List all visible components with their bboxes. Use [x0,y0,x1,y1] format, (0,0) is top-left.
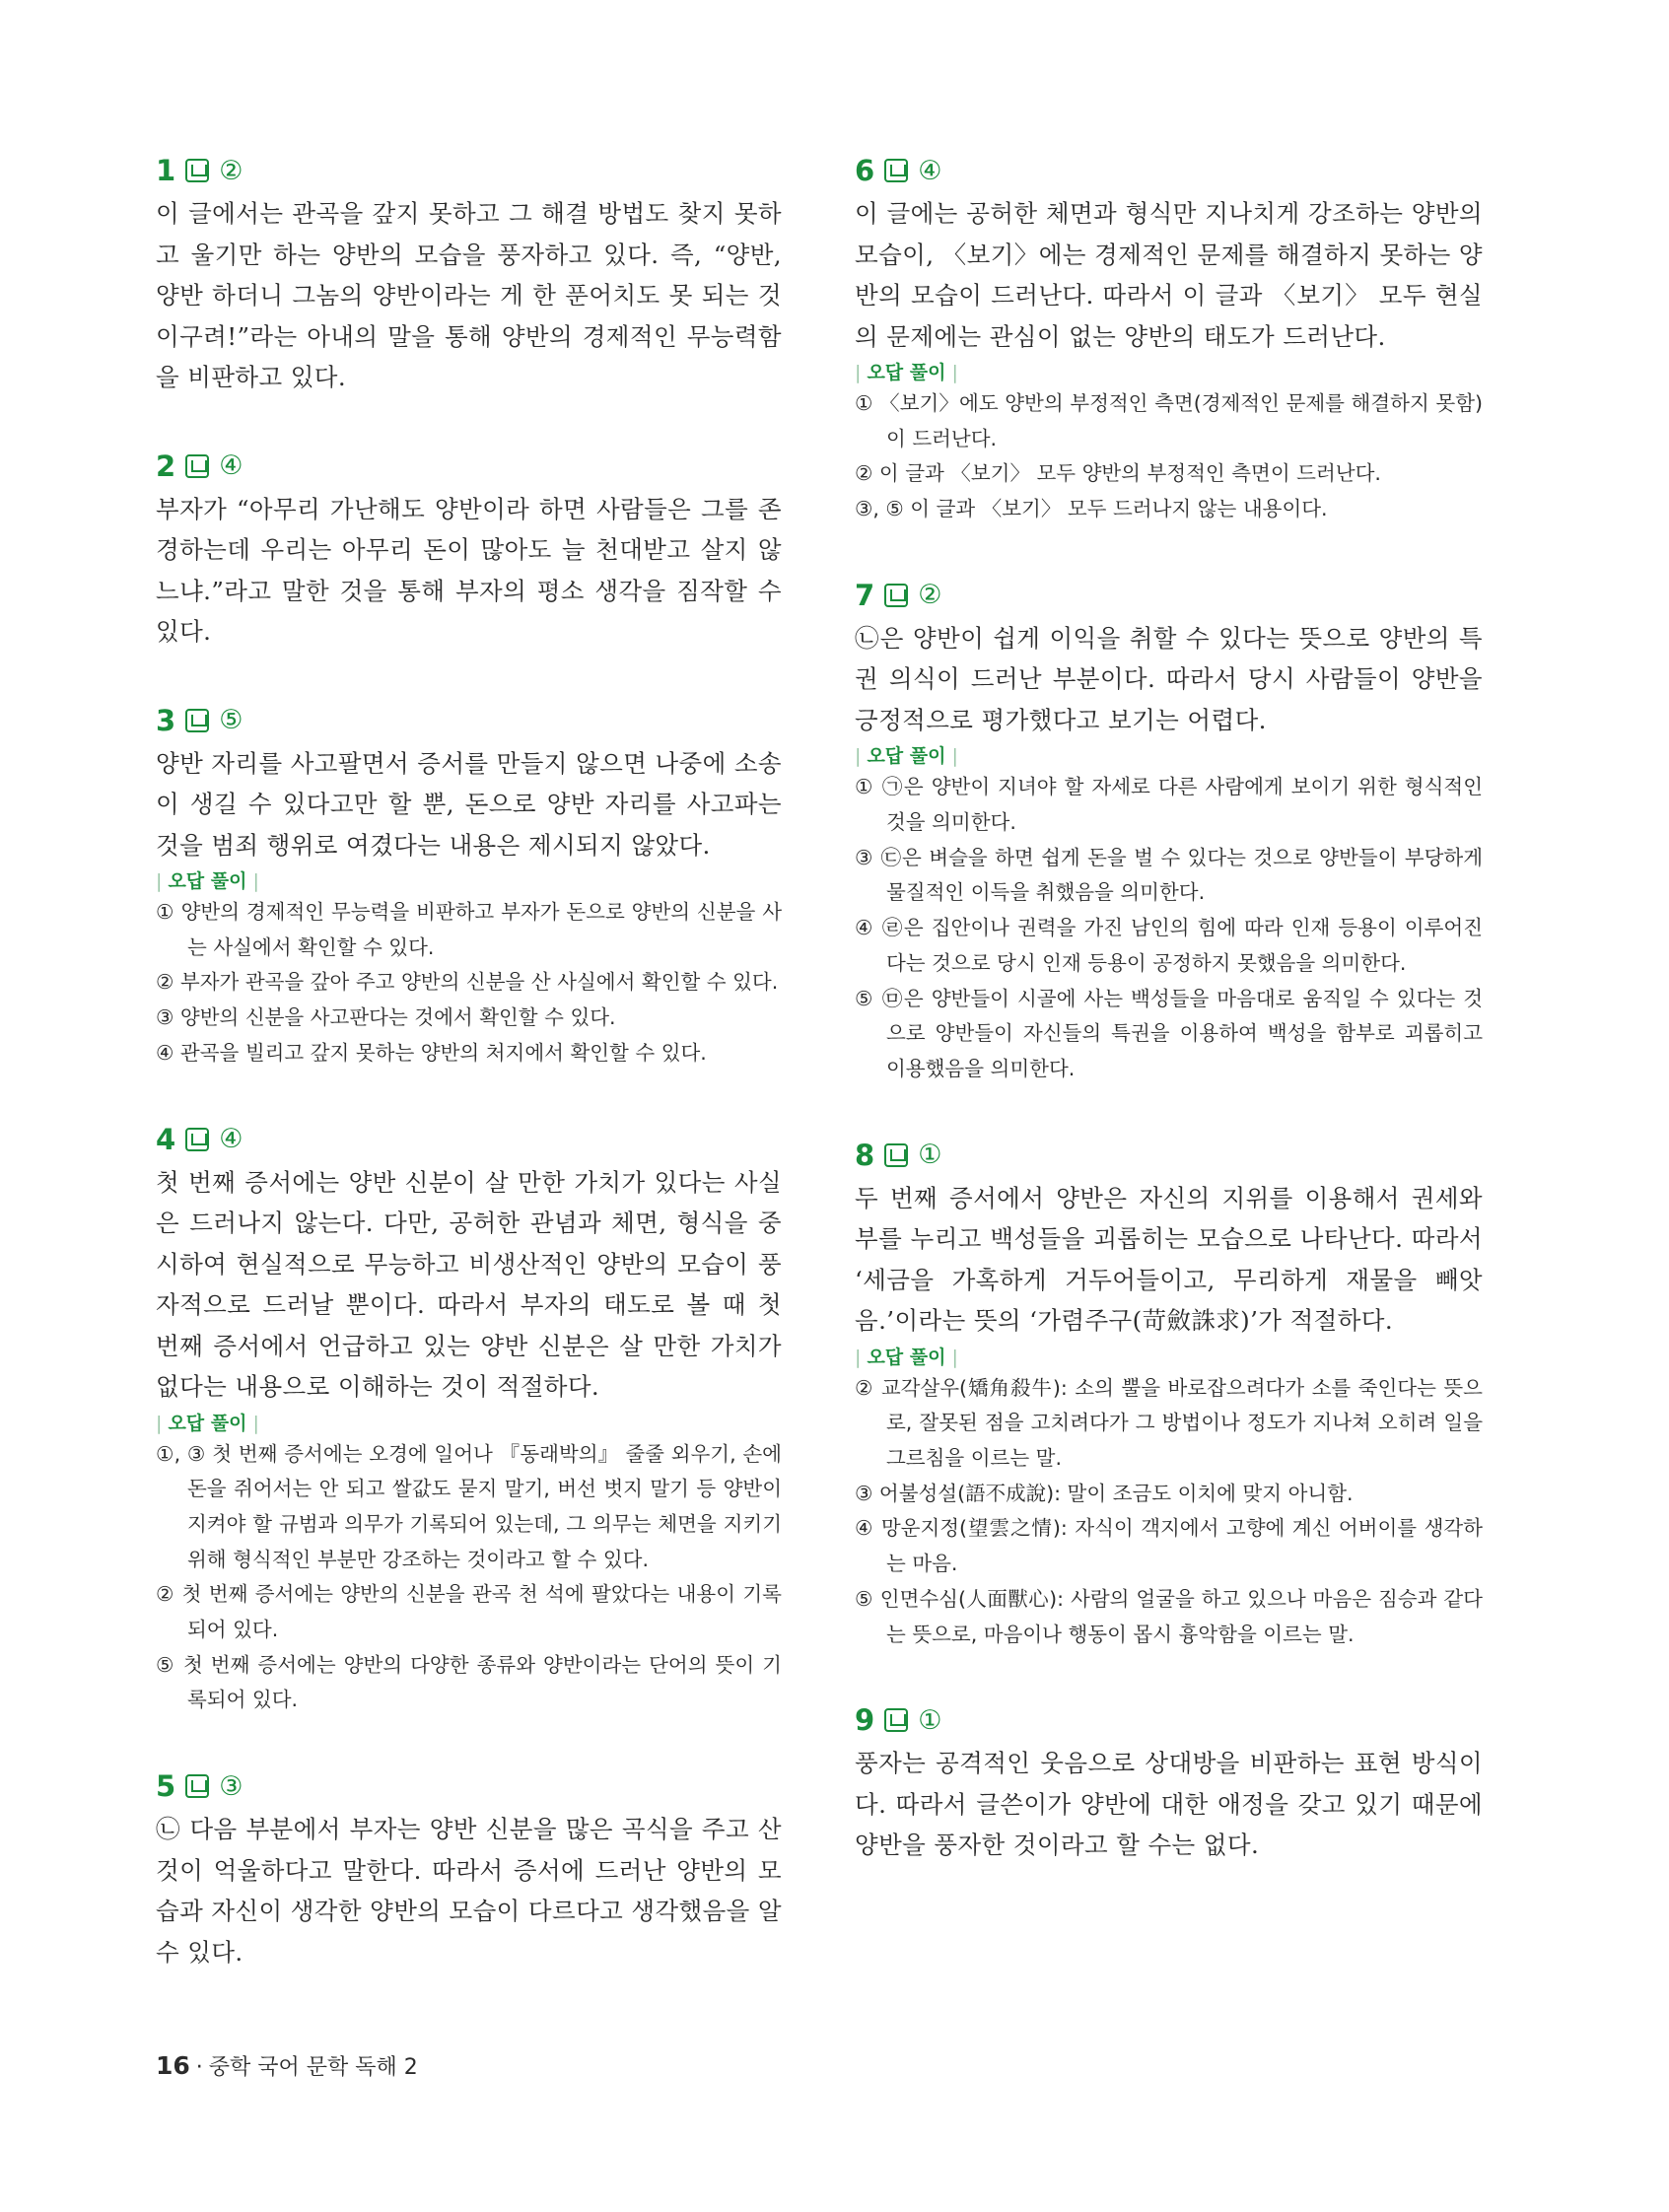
separator-dot: · [195,2055,203,2080]
answer-marker-icon [185,1774,209,1798]
wrong-answer-list [855,1371,1483,1653]
explanation: 첫 번째 증서에는 양반 신분이 살 만한 가치가 있다는 사실은 드러나지 않는다. 다만, 공허한 관념과 체면, 형식을 중시하여 현실적으로 무능하고 비생산적인 양반의 모습이 풍자적으로 드러날 뿐이다. 따라서 부자의 태도로 볼 때 첫 번째 증서에서 언급하고 있는 양반 신분은 살 만한 가치가 없다는 내용으로 이해하는 것이 적절하다. [156,1167,782,1402]
answer-4 [156,1117,782,1719]
answer-1 [156,148,782,398]
note-item: ② 부자가 관곡을 갚아 주고 양반의 신분을 산 사실에서 확인할 수 있다. [156,970,779,995]
answer-5 [156,1763,782,1972]
answer-8 [855,1133,1483,1653]
question-number: 7 [855,578,875,612]
answer-heading [855,573,1483,618]
wrong-answer-list [855,770,1483,1086]
note-item: ① 〈보기〉에도 양반의 부정적인 측면(경제적인 문제를 해결하지 못함)이 드러난다. [855,391,1483,450]
right-column [855,148,1483,1866]
note-item: ④ ㉣은 집안이나 권력을 가진 남인의 힘에 따라 인재 등용이 이루어진다는 것으로 당시 인재 등용이 공정하지 못했음을 의미한다. [855,916,1483,975]
wrong-answer-label: | 오답 풀이 | [156,870,259,892]
answer-marker-icon [185,159,209,182]
question-number: 2 [156,449,176,483]
note-item: ④ 망운지정(望雲之情): 자식이 객지에서 고향에 계신 어버이를 생각하는 마음. [855,1516,1483,1576]
question-number: 6 [855,154,875,187]
explanation: 양반 자리를 사고팔면서 증서를 만들지 않으면 나중에 소송이 생길 수 있다고만 할 뿐, 돈으로 양반 자리를 사고파는 것을 범죄 행위로 여겼다는 내용은 제시되지 않았다. [156,748,782,860]
answer-choice: ② [918,580,942,611]
answer-heading [855,1133,1483,1178]
question-number: 4 [156,1122,176,1156]
page-number: 16 [156,2051,190,2080]
explanation: ㉡ 다음 부분에서 부자는 양반 신분을 많은 곡식을 주고 산 것이 억울하다고 말한다. 따라서 증서에 드러난 양반의 모습과 자신이 생각한 양반의 모습이 다르다고 생각했음을 알 수 있다. [156,1815,782,1967]
note-item: ①, ③ 첫 번째 증서에는 오경에 일어나 『동래박의』 줄줄 외우기, 손에 돈을 쥐어서는 안 되고 쌀값도 묻지 말기, 버선 벗지 말기 등 양반이 지켜야 할 규범과 의무가 기록되어 있는데, 그 의무는 체면을 지키기 위해 형식적인 부분만 강조하는 것이라고 할 수 있다. [156,1441,782,1571]
answer-marker-icon [185,1128,209,1151]
question-number: 8 [855,1138,875,1172]
left-column [156,148,782,1972]
answer-6 [855,148,1483,527]
question-number: 5 [156,1769,176,1804]
answer-2 [156,444,782,653]
answer-choice: ③ [219,1770,243,1802]
wrong-answer-list [855,386,1483,527]
explanation: 부자가 “아무리 가난해도 양반이라 하면 사람들은 그를 존경하는데 우리는 아무리 돈이 많아도 늘 천대받고 살지 않느냐.”라고 말한 것을 통해 부자의 평소 생각을 짐작할 수 있다. [156,494,782,646]
answer-9 [855,1697,1483,1866]
answer-choice: ④ [219,1124,243,1155]
answer-marker-icon [185,709,209,732]
answer-heading [156,148,782,193]
question-number: 3 [156,703,176,737]
page-footer [156,2050,418,2081]
answer-choice: ① [918,1704,942,1736]
answer-choice: ⑤ [219,705,243,735]
note-item: ② 이 글과 〈보기〉 모두 양반의 부정적인 측면이 드러난다. [855,461,1381,486]
answer-marker-icon [884,159,908,182]
wrong-answer-list [156,1437,782,1719]
note-item: ③ 양반의 신분을 사고판다는 것에서 확인할 수 있다. [156,1005,616,1030]
note-item: ① ㉠은 양반이 지녀야 할 자세로 다른 사람에게 보이기 위한 형식적인 것을 의미한다. [855,775,1483,835]
explanation: ㉡은 양반이 쉽게 이익을 취할 수 있다는 뜻으로 양반의 특권 의식이 드러난 부분이다. 따라서 당시 사람들이 양반을 긍정적으로 평가했다고 보기는 어렵다. [855,623,1483,734]
note-item: ⑤ ㉤은 양반들이 시골에 사는 백성들을 마음대로 움직일 수 있다는 것으로 양반들이 자신들의 특권을 이용하여 백성을 함부로 괴롭히고 이용했음을 의미한다. [855,986,1483,1080]
answer-choice: ④ [219,450,243,481]
note-item: ② 첫 번째 증서에는 양반의 신분을 관곡 천 석에 팔았다는 내용이 기록되어 있다. [156,1582,782,1642]
wrong-answer-label: | 오답 풀이 | [156,1412,259,1434]
answer-marker-icon [884,584,908,607]
question-number: 1 [156,154,176,187]
answer-heading [156,698,782,743]
answer-3 [156,698,782,1071]
explanation: 두 번째 증서에서 양반은 자신의 지위를 이용해서 권세와 부를 누리고 백성들을 괴롭히는 모습으로 나타난다. 따라서 ‘세금을 가혹하게 거두어들이고, 무리하게 재물을 빼앗음.’이라는 뜻의 ‘가렴주구(苛斂誅求)’가 적절하다. [855,1183,1483,1336]
book-title: 중학 국어 문학 독해 2 [208,2055,418,2080]
answer-choice: ② [219,155,243,186]
note-item: ⑤ 첫 번째 증서에는 양반의 다양한 종류와 양반이라는 단어의 뜻이 기록되어 있다. [156,1652,782,1712]
note-item: ③ 어불성설(語不成說): 말이 조금도 이치에 맞지 아니함. [855,1481,1354,1505]
note-item: ③ ㉢은 벼슬을 하면 쉽게 돈을 벌 수 있다는 것으로 양반들이 부당하게 물질적인 이득을 취했음을 의미한다. [855,845,1483,905]
answer-marker-icon [185,454,209,478]
answer-heading [156,1763,782,1809]
note-item: ② 교각살우(矯角殺牛): 소의 뿔을 바로잡으려다가 소를 죽인다는 뜻으로, 잘못된 점을 고치려다가 그 방법이나 정도가 지나쳐 오히려 일을 그르침을 이르는 말. [855,1375,1483,1471]
wrong-answer-list [156,895,782,1071]
answer-heading [156,444,782,489]
explanation: 이 글에는 공허한 체면과 형식만 지나치게 강조하는 양반의 모습이, 〈보기〉에는 경제적인 문제를 해결하지 못하는 양반의 모습이 드러난다. 따라서 이 글과 〈보기〉 모두 현실의 문제에는 관심이 없는 양반의 태도가 드러난다. [855,199,1483,351]
question-number: 9 [855,1703,875,1738]
note-item: ④ 관곡을 빌리고 갚지 못하는 양반의 처지에서 확인할 수 있다. [156,1040,707,1065]
answer-heading [855,148,1483,193]
note-item: ⑤ 인면수심(人面獸心): 사람의 얼굴을 하고 있으나 마음은 짐승과 같다는 뜻으로, 마음이나 행동이 몹시 흉악함을 이르는 말. [855,1586,1483,1646]
note-item: ① 양반의 경제적인 무능력을 비판하고 부자가 돈으로 양반의 신분을 사는 사실에서 확인할 수 있다. [156,900,782,959]
answer-marker-icon [884,1143,908,1167]
wrong-answer-label: | 오답 풀이 | [855,1346,958,1368]
note-item: ③, ⑤ 이 글과 〈보기〉 모두 드러나지 않는 내용이다. [855,497,1328,521]
wrong-answer-label: | 오답 풀이 | [855,362,958,383]
answer-heading [855,1697,1483,1743]
answer-7 [855,573,1483,1087]
wrong-answer-label: | 오답 풀이 | [855,745,958,768]
explanation: 풍자는 공격적인 웃음으로 상대방을 비판하는 표현 방식이다. 따라서 글쓴이가 양반에 대한 애정을 갖고 있기 때문에 양반을 풍자한 것이라고 할 수는 없다. [855,1749,1483,1860]
answer-marker-icon [884,1708,908,1732]
explanation: 이 글에서는 관곡을 갚지 못하고 그 해결 방법도 찾지 못하고 울기만 하는 양반의 모습을 풍자하고 있다. 즉, “양반, 양반 하더니 그놈의 양반이라는 게 한 푼어치도 못 되는 것이구려!”라는 아내의 말을 통해 양반의 경제적인 무능력함을 비판하고 있다. [156,199,782,391]
answer-heading [156,1117,782,1162]
answer-choice: ④ [918,155,942,186]
answer-choice: ① [918,1140,942,1171]
